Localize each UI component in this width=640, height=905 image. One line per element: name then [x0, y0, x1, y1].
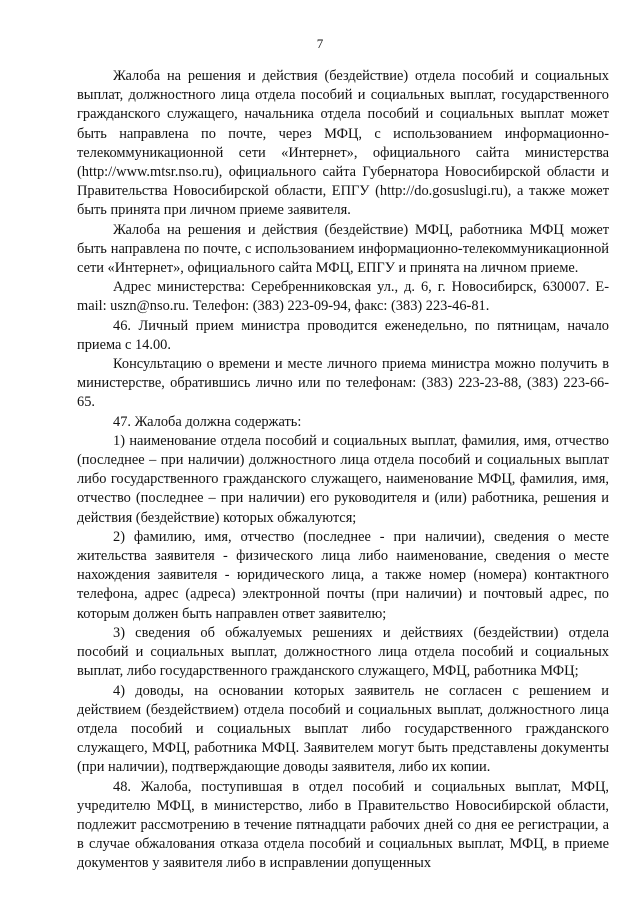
page-number: 7	[316, 36, 324, 51]
paragraph-47-item-1: 1) наименование отдела пособий и социальных выплат, фамилия, имя, отчество (последнее – при наличии) должностного лица отдела пособий и социальных выплат либо государственного гражданского служащего, наименование МФЦ, фамилия, имя, отчество (последнее – при наличии) его руководителя и (или) работника, решения и действия (бездействие) которых обжалуются;	[77, 432, 609, 526]
paragraph-47-item-2: 2) фамилию, имя, отчество (последнее - при наличии), сведения о месте жительства заявителя - физического лица либо наименование, сведения о месте нахождения заявителя - юридического лица, а также номер (номера) контактного телефона, адрес (адреса) электронной почты (при наличии) и почтовый адрес, по которым должен быть направлен ответ заявителю;	[77, 528, 609, 622]
document-body	[77, 67, 609, 874]
paragraph-47-item-3: 3) сведения об обжалуемых решениях и действиях (бездействии) отдела пособий и социальных выплат, должностного лица отдела пособий и социальных выплат, либо государственного гражданского служащего, МФЦ, работника МФЦ;	[77, 624, 609, 680]
paragraph-47-complaint-contents: 47. Жалоба должна содержать:	[113, 413, 302, 430]
paragraph-48-review-period: 48. Жалоба, поступившая в отдел пособий и социальных выплат, МФЦ, учредителю МФЦ, в министерство, либо в Правительство Новосибирской области, подлежит рассмотрению в течение пятнадцати рабочих дней со дня ее регистрации, а в случае обжалования отказа отдела пособий и социальных выплат, МФЦ, в приеме документов у заявителя либо в исправлении допущенных	[77, 778, 609, 872]
paragraph-ministry-address: Адрес министерства: Серебренниковская ул., д. 6, г. Новосибирск, 630007. E-mail: uszn@nso.ru. Телефон: (383) 223-09-94, факс: (383) 223-46-81.	[77, 279, 609, 315]
paragraph-47-item-4: 4) доводы, на основании которых заявитель не согласен с решением и действием (бездействием) отдела пособий и социальных выплат, должностного лица отдела пособий и социальных выплат либо государственного гражданского служащего, МФЦ, работника МФЦ. Заявителем могут быть представлены документы (при наличии), подтверждающие доводы заявителя, либо их копии.	[77, 682, 609, 776]
paragraph-complaint-channels-department: Жалоба на решения и действия (бездействие) отдела пособий и социальных выплат, должностного лица отдела пособий и социальных выплат, государственного гражданского служащего, начальника отдела пособий и социальных выплат может быть направлена по почте, через МФЦ, с использованием информационно-телекоммуникационной сети «Интернет», официального сайта министерства (http://www.mtsr.nso.ru), официального сайта Губернатора Новосибирской области и Правительства Новосибирской области, ЕПГУ (http://do.gosuslugi.ru), а также может быть принята при личном приеме заявителя.	[77, 68, 609, 219]
paragraph-46-personal-reception: 46. Личный прием министра проводится еженедельно, по пятницам, начало приема с 14.00.	[77, 317, 609, 353]
paragraph-reception-consultation: Консультацию о времени и месте личного приема министра можно получить в министерстве, обратившись лично или по телефонам: (383) 223-23-88, (383) 223-66-65.	[77, 356, 609, 411]
paragraph-complaint-channels-mfc: Жалоба на решения и действия (бездействие) МФЦ, работника МФЦ может быть направлена по почте, с использованием информационно-телекоммуникационной сети «Интернет», официального сайта МФЦ, ЕПГУ и принята на личном приеме.	[77, 221, 609, 277]
